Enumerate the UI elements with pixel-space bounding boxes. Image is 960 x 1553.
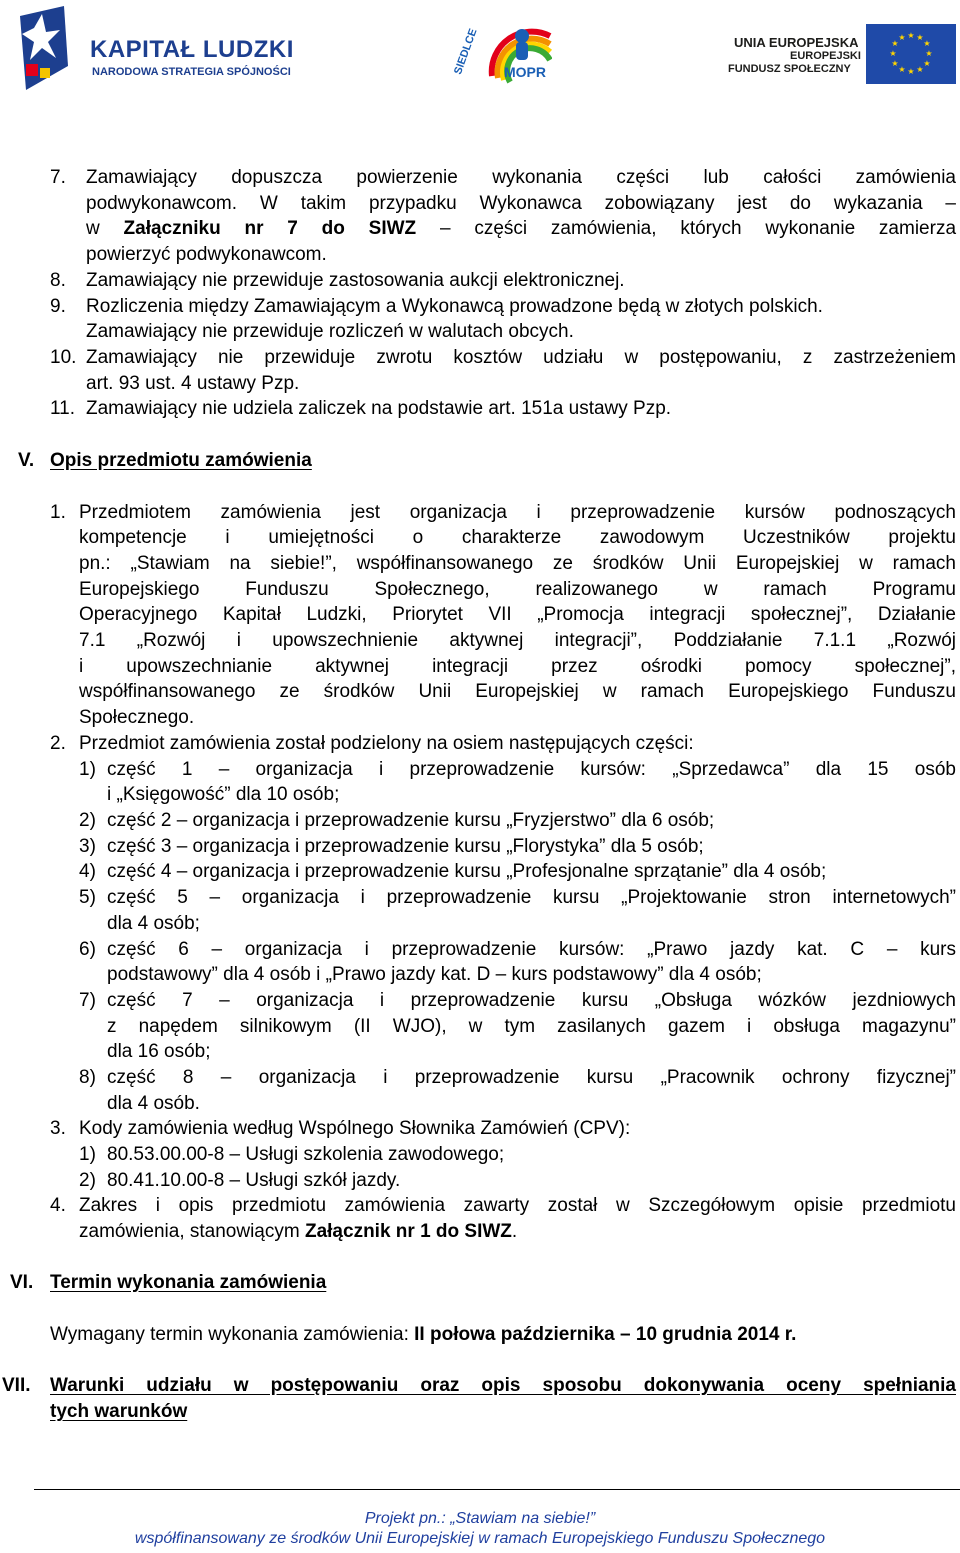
- logo-subtitle: NARODOWA STRATEGIA SPÓJNOŚCI: [92, 66, 291, 78]
- item-9-line-1: Rozliczenia między Zamawiającym a Wykonawcą prowadzone będą w złotych polskich.: [86, 296, 823, 317]
- v1-line: Przedmiotem zamówienia jest organizacja i przeprowadzenie kursów podnoszących: [79, 502, 956, 523]
- section-number: VI.: [10, 1272, 34, 1293]
- section-title: Termin wykonania zamówienia: [50, 1272, 327, 1293]
- mopr-label: MOPR: [504, 64, 546, 80]
- section-title: Warunki udziału w postępowaniu oraz opis sposobu dokonywania oceny spełniania: [50, 1375, 956, 1396]
- item-7-line-3: [86, 218, 956, 240]
- part-line: część 4 – organizacja i przeprowadzenie kursu „Profesjonalne sprzątanie” dla 4 osób;: [107, 861, 827, 882]
- attachment-reference: Załączniku nr 7 do SIWZ: [123, 218, 417, 239]
- item-number: 3.: [50, 1118, 66, 1139]
- footer-line-2: współfinansowany ze środków Unii Europejskiej w ramach Europejskiego Funduszu Społecznego: [134, 1530, 826, 1547]
- svg-text:★: ★: [891, 59, 899, 68]
- subitem-number: 6): [79, 939, 96, 960]
- subitem-number: 3): [79, 836, 96, 857]
- part-line: dla 4 osób;: [107, 913, 200, 934]
- footer-line-1: Projekt pn.: „Stawiam na siebie!”: [364, 1510, 596, 1527]
- item-number: 9.: [50, 296, 66, 317]
- v1-line: Europejskiego Funduszu Społecznego, realizowanego w ramach Programu: [79, 579, 956, 600]
- v1-line: pn.: „Stawiam na siebie!”, współfinansowanego ze środków Unii Europejskiej w ramach: [79, 553, 956, 574]
- svg-text:★: ★: [916, 33, 924, 42]
- section-title: Opis przedmiotu zamówienia: [50, 450, 312, 471]
- cpv-code: 80.41.10.00-8 – Usługi szkół jazdy.: [107, 1170, 401, 1191]
- item-10-line-2: art. 93 ust. 4 ustawy Pzp.: [86, 373, 300, 394]
- deadline-text: [50, 1324, 796, 1346]
- svg-text:★: ★: [925, 49, 933, 58]
- item-7-line-4: powierzyć podwykonawcom.: [86, 244, 327, 265]
- part-line: dla 16 osób;: [107, 1041, 211, 1062]
- svg-text:★: ★: [898, 65, 906, 74]
- logo-title: KAPITAŁ LUDZKI: [90, 36, 294, 63]
- item-number: 1.: [50, 502, 66, 523]
- v1-line: Operacyjnego Kapitał Ludzki, Priorytet VII „Promocja integracji społecznej”, Działanie: [79, 604, 956, 625]
- text-span: w: [86, 218, 124, 239]
- part-line: część 2 – organizacja i przeprowadzenie kursu „Fryzjerstwo” dla 6 osób;: [107, 810, 715, 831]
- subitem-number: 2): [79, 810, 96, 831]
- v1-line: i upowszechnianie aktywnej integracji przez ośrodki pomocy społecznej”,: [79, 656, 956, 677]
- eu-flag-icon: [866, 24, 956, 84]
- subitem-number: 1): [79, 1144, 96, 1165]
- part-line: część 3 – organizacja i przeprowadzenie kursu „Florystyka” dla 5 osób;: [107, 836, 704, 857]
- eu-line2: EUROPEJSKI: [790, 50, 861, 62]
- footer-divider: [34, 1489, 960, 1490]
- section-title-cont: tych warunków: [50, 1401, 188, 1422]
- eu-line1: UNIA EUROPEJSKA: [734, 35, 859, 50]
- item-number: 11.: [50, 398, 76, 419]
- item-number: 2.: [50, 733, 66, 754]
- mopr-arc-text: SIEDLCE: [452, 27, 480, 77]
- attachment-reference: Załącznik nr 1 do SIWZ: [304, 1221, 512, 1242]
- svg-text:★: ★: [923, 59, 931, 68]
- item-8-line-1: Zamawiający nie przewiduje zastosowania aukcji elektronicznej.: [86, 270, 625, 291]
- part-line: część 5 – organizacja i przeprowadzenie kursu „Projektowanie stron internetowych”: [107, 887, 956, 908]
- svg-text:★: ★: [898, 33, 906, 42]
- svg-text:★: ★: [889, 49, 897, 58]
- v1-line: Społecznego.: [79, 707, 195, 728]
- item-11-line-1: Zamawiający nie udziela zaliczek na podstawie art. 151a ustawy Pzp.: [86, 398, 672, 419]
- svg-text:★: ★: [907, 31, 915, 40]
- kapital-ludzki-star-icon: [12, 6, 72, 96]
- subitem-number: 4): [79, 861, 96, 882]
- v4-line-2: [79, 1221, 517, 1243]
- v2-line-1: Przedmiot zamówienia został podzielony na osiem następujących części:: [79, 733, 694, 754]
- eu-line3: FUNDUSZ SPOŁECZNY: [728, 63, 851, 75]
- text-span: zamówienia, stanowiącym: [79, 1221, 305, 1242]
- deadline-value: II połowa października – 10 grudnia 2014 r.: [414, 1324, 797, 1345]
- svg-text:★: ★: [923, 39, 931, 48]
- text-span: Wymagany termin wykonania zamówienia:: [50, 1324, 415, 1345]
- item-9-line-2: Zamawiający nie przewiduje rozliczeń w walutach obcych.: [86, 321, 574, 342]
- item-number: 10.: [50, 347, 77, 368]
- subitem-number: 5): [79, 887, 96, 908]
- part-line: część 7 – organizacja i przeprowadzenie kursu „Obsługa wózków jezdniowych: [107, 990, 956, 1011]
- part-line: podstawowy” dla 4 osób i „Prawo jazdy kat. D – kurs podstawowy” dla 4 osób;: [107, 964, 762, 985]
- v1-line: kompetencje i umiejętności o charakterze zawodowym Uczestników projektu: [79, 527, 956, 548]
- item-number: 4.: [50, 1195, 66, 1216]
- part-line: część 8 – organizacja i przeprowadzenie kursu „Pracownik ochrony fizycznej”: [107, 1067, 956, 1088]
- svg-text:★: ★: [916, 65, 924, 74]
- item-10-line-1: Zamawiający nie przewiduje zwrotu kosztów udziału w postępowaniu, z zastrzeżeniem: [86, 347, 956, 368]
- svg-text:★: ★: [907, 67, 915, 76]
- item-7-line-2: podwykonawcom. W takim przypadku Wykonawca zobowiązany jest do wykazania –: [86, 193, 956, 214]
- svg-text:★: ★: [891, 39, 899, 48]
- item-number: 7.: [50, 167, 66, 188]
- part-line: z napędem silnikowym (II WJO), w tym zasilanych gazem i obsługa magazynu”: [107, 1016, 956, 1037]
- subitem-number: 1): [79, 759, 96, 780]
- v4-line-1: Zakres i opis przedmiotu zamówienia zawarty został w Szczegółowym opisie przedmiotu: [79, 1195, 956, 1216]
- part-line: dla 4 osób.: [107, 1093, 200, 1114]
- v1-line: 7.1 „Rozwój i upowszechnienie aktywnej integracji”, Poddziałanie 7.1.1 „Rozwój: [79, 630, 956, 651]
- part-line: i „Księgowość” dla 10 osób;: [107, 784, 340, 805]
- subitem-number: 8): [79, 1067, 96, 1088]
- text-span: .: [511, 1221, 518, 1242]
- cpv-code: 80.53.00.00-8 – Usługi szkolenia zawodowego;: [107, 1144, 505, 1165]
- subitem-number: 2): [79, 1170, 96, 1191]
- v3-line-1: Kody zamówienia według Wspólnego Słownika Zamówień (CPV):: [79, 1118, 631, 1139]
- item-7-line-1: Zamawiający dopuszcza powierzenie wykonania części lub całości zamówienia: [86, 167, 956, 188]
- part-line: część 1 – organizacja i przeprowadzenie kursów: „Sprzedawca” dla 15 osób: [107, 759, 956, 780]
- subitem-number: 7): [79, 990, 96, 1011]
- item-number: 8.: [50, 270, 66, 291]
- text-span: – części zamówienia, których wykonanie zamierza: [416, 218, 957, 239]
- part-line: część 6 – organizacja i przeprowadzenie kursów: „Prawo jazdy kat. C – kurs: [107, 939, 956, 960]
- section-number: VII.: [2, 1375, 31, 1396]
- section-number: V.: [18, 450, 35, 471]
- v1-line: współfinansowanego ze środków Unii Europejskiej w ramach Europejskiego Funduszu: [79, 681, 956, 702]
